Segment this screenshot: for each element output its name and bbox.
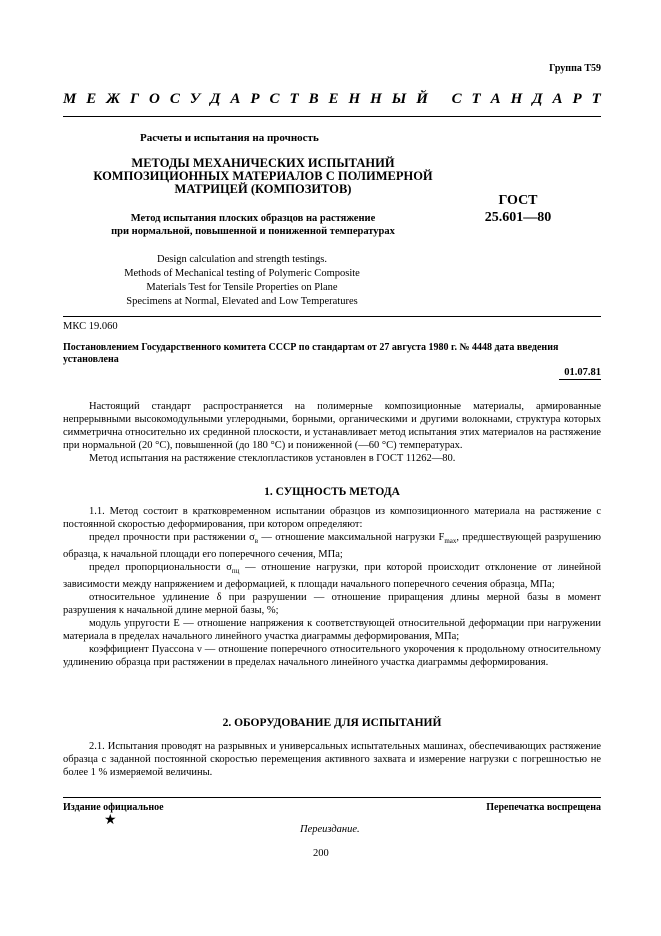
gost-number: 25.601—80 <box>484 210 552 225</box>
english-line: Methods of Mechanical testing of Polymeric Composite <box>124 268 360 279</box>
group-code: Группа Т59 <box>549 63 601 74</box>
document-subtitle <box>63 212 443 238</box>
bottom-rule <box>63 797 601 798</box>
section-paragraph: 2.1. Испытания проводят на разрывных и универсальных испытательных машинах, обеспечивающих растяжение образца с заданной постоянной скоростью перемещения активного захвата и измерение нагрузки с погрешностью не более 1 % измеряемой величины. <box>63 741 601 778</box>
section-paragraph: 1.1. Метод состоит в кратковременном испытании образцов из композиционного материала на растяжение с постоянной скоростью деформирования, при котором определяют: <box>63 506 601 530</box>
english-line: Materials Test for Tensile Properties on Plane <box>146 282 338 293</box>
top-rule <box>63 116 601 117</box>
section-1-heading: 1. СУЩНОСТЬ МЕТОДА <box>264 486 400 498</box>
heading-letter: Е <box>328 91 339 107</box>
english-line: Specimens at Normal, Elevated and Low Temperatures <box>126 296 358 307</box>
title-line: МАТРИЦЕЙ (КОМПОЗИТОВ) <box>174 182 352 196</box>
section-1-body <box>63 505 601 669</box>
mks-code: МКС 19.060 <box>63 321 118 332</box>
english-line: Design calculation and strength testings. <box>156 254 327 265</box>
heading-letter: О <box>149 91 160 107</box>
decree-text: Постановлением Государственного комитета СССР по стандартам от 27 августа 1980 г. № 4448 дата введения установлена <box>63 342 559 365</box>
heading-letter: С <box>451 91 462 107</box>
title-line: КОМПОЗИЦИОННЫХ МАТЕРИАЛОВ С ПОЛИМЕРНОЙ <box>93 169 433 183</box>
category-line: Расчеты и испытания на прочность <box>140 132 319 144</box>
heading-letter: Д <box>210 91 221 107</box>
date-underline <box>559 379 601 380</box>
heading-letter: А <box>230 91 241 107</box>
title-line: МЕТОДЫ МЕХАНИЧЕСКИХ ИСПЫТАНИЙ <box>131 156 395 170</box>
section-paragraph: модуль упругости E — отношение напряжения к соответствующей относительной деформации при нагружении материала в пределах начального линейного участка диаграммы деформирования, МПа; <box>63 618 601 643</box>
section-paragraph: предел прочности при растяжении $\sigma_в$ — отношение максимальной нагрузки $F_{max}$, предшествующей разрушению образца, к начальной площади его поперечного сечения, МПа; <box>63 532 601 561</box>
reprint-prohibited-label: Перепечатка воспрещена <box>486 802 601 813</box>
heading-letter: Е <box>86 91 97 107</box>
section-2-body <box>63 740 601 779</box>
heading-letter: С <box>269 91 280 107</box>
heading-letter: Т <box>289 91 299 107</box>
heading-letter: Й <box>416 91 428 107</box>
heading-letter: Ы <box>391 91 407 107</box>
heading-letter <box>438 91 442 108</box>
page-number: 200 <box>313 848 329 859</box>
heading-letter: У <box>189 91 201 107</box>
heading-letter: Ж <box>106 91 121 107</box>
heading-letter: Н <box>510 91 523 107</box>
heading-letter: Н <box>370 91 382 107</box>
subtitle-line: при нормальной, повышенной и пониженной температурах <box>111 226 395 237</box>
heading-letter: Т <box>591 91 601 107</box>
heading-letter: Р <box>250 91 260 107</box>
section-paragraph: коэффициент Пуассона ν — отношение поперечного относительного укорочения к продольному относительному удлинению образца при растяжении в пределах начального линейного участка диаграммы деформирования. <box>63 644 601 669</box>
heading-letter: С <box>169 91 180 107</box>
effective-date: 01.07.81 <box>564 367 601 378</box>
heading-letter: Н <box>348 91 361 107</box>
middle-rule <box>63 316 601 317</box>
heading-letter: В <box>308 91 319 107</box>
subtitle-line: Метод испытания плоских образцов на растяжение <box>130 213 376 224</box>
heading-letter: Г <box>130 91 140 107</box>
heading-letter: Т <box>471 91 481 107</box>
heading-letter: М <box>63 91 77 107</box>
reissue-note: Переиздание. <box>300 824 360 835</box>
english-title <box>92 253 392 309</box>
section-paragraph: предел пропорциональности $\sigma_{пц}$ — отношение нагрузки, при которой происходит отклонение от линейной зависимости между напряжением и деформацией, к площади начального поперечного сечения образца, МПа; <box>63 562 601 591</box>
section-2-heading: 2. ОБОРУДОВАНИЕ ДЛЯ ИСПЫТАНИЙ <box>222 717 442 729</box>
section-paragraph: относительное удлинение δ при разрушении — отношение приращения длины мерной базы в момент разрушения к начальной длине мерной базы, %; <box>63 592 601 617</box>
heading-letter: А <box>490 91 501 107</box>
heading-letter: Р <box>572 91 582 107</box>
intro-paragraph: Метод испытания на растяжение стеклопластиков установлен в ГОСТ 11262—80. <box>89 453 456 464</box>
star-icon: ★ <box>104 813 117 828</box>
standard-type-heading <box>63 91 601 108</box>
gost-label: ГОСТ <box>498 193 538 208</box>
document-title <box>63 157 463 196</box>
intro-paragraph: Настоящий стандарт распространяется на полимерные композиционные материалы, армированные непрерывными высокомодульными углеродными, борными, органическими и другими волокнами, структура которых симметрична относительно их срединной плоскости, и устанавливает метод испытания этих материалов на растяжение при нормальной (20 °С), повышенной (до 180 °С) и пониженной (—60 °С) температурах. <box>63 401 601 451</box>
heading-letter: Д <box>532 91 543 107</box>
heading-letter: А <box>552 91 563 107</box>
intro-text <box>63 400 601 465</box>
official-edition-label: Издание официальное <box>63 802 164 813</box>
